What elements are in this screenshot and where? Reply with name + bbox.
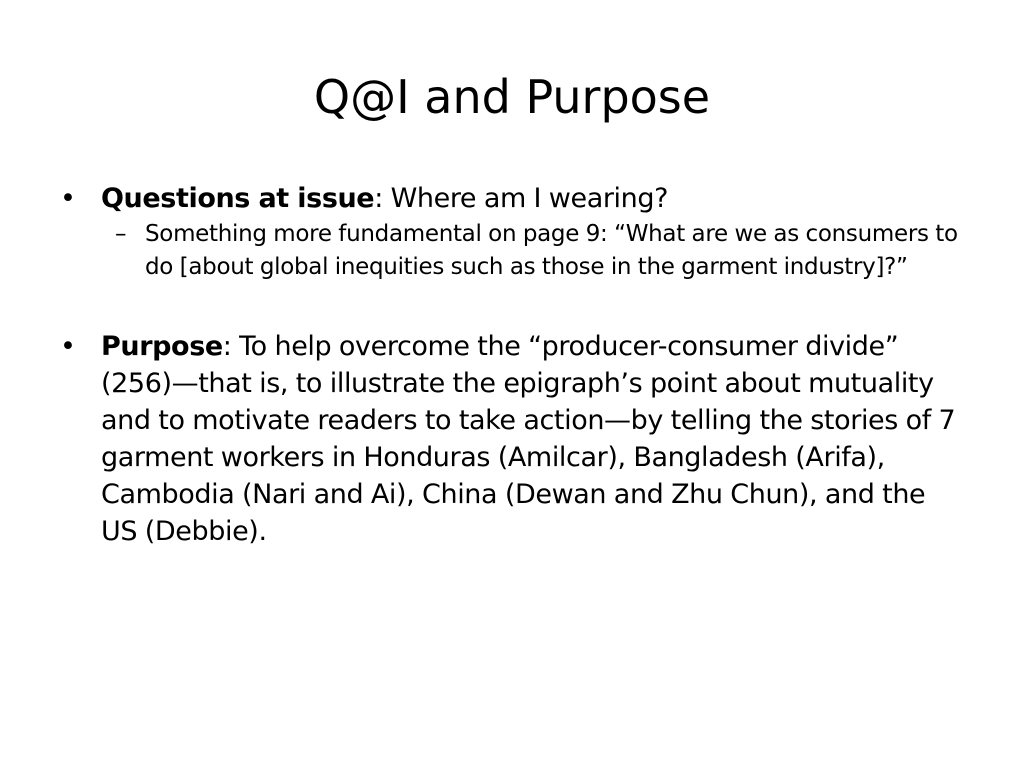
sub-bullet-text: Something more fundamental on page 9: “What are we as consumers to do [about global inequities such as those in the garment industry]?” [145, 221, 958, 280]
bullet-label: Purpose [101, 331, 223, 362]
slide-title: Q@I and Purpose [313, 70, 711, 124]
bullet-text: : To help overcome the “producer-consumer divide” (256)—that is, to illustrate the epigraph’s point about mutuality and to motivate readers to take action—by telling the stories of 7 garment workers in Honduras (Amilcar), Bangladesh (Arifa), Cambodia (Nari and Ai), China (Dewan and Zhu Chun), and the US (Debbie). [101, 331, 956, 547]
dash-icon: – [115, 221, 127, 247]
bullet-dot-icon: • [60, 183, 76, 214]
sub-bullet-item [101, 218, 960, 284]
bullet-text: : Where am I wearing? [374, 183, 669, 214]
bullet-purpose [60, 328, 960, 550]
bullet-questions-at-issue [60, 180, 960, 284]
bullet-label: Questions at issue [101, 183, 375, 214]
sub-bullet-list [101, 218, 960, 284]
bullet-list [60, 180, 960, 550]
bullet-dot-icon: • [60, 331, 76, 362]
